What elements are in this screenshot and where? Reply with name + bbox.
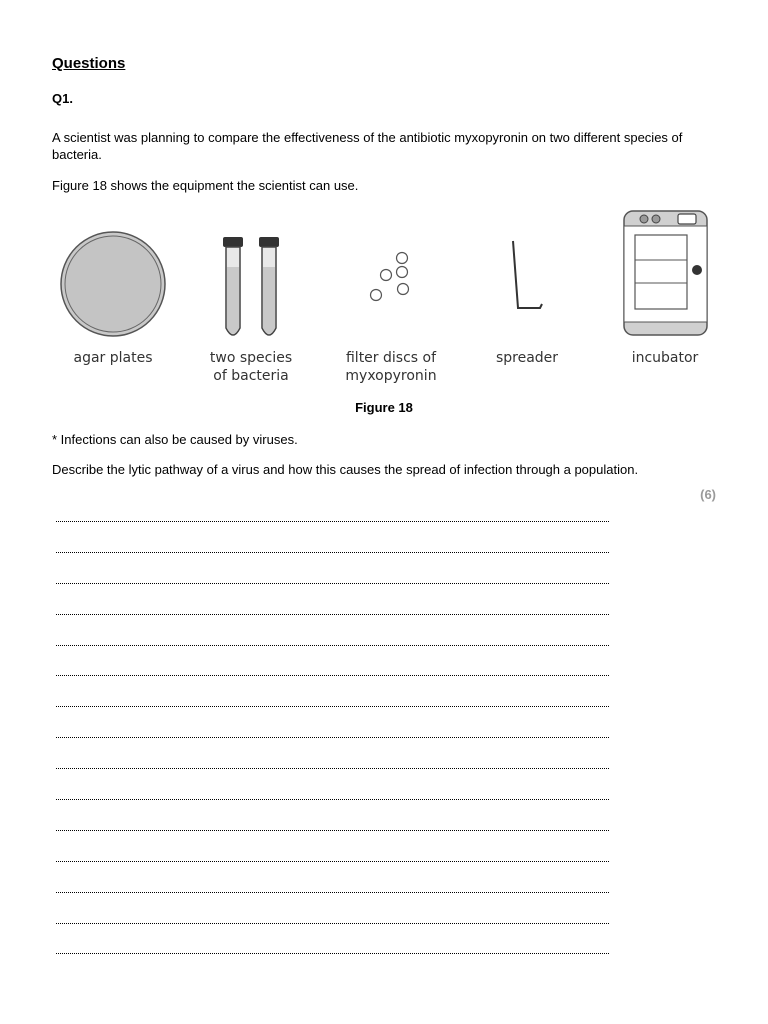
task-text: Describe the lytic pathway of a virus and how this causes the spread of infection through a population. [52, 462, 639, 477]
answer-line[interactable] [56, 831, 609, 862]
answer-line[interactable] [56, 707, 609, 738]
answer-line[interactable] [56, 584, 609, 615]
spreader-icon [513, 241, 542, 308]
answer-line[interactable] [56, 862, 609, 893]
figure-18-illustration [0, 200, 768, 350]
answer-line[interactable] [56, 646, 609, 677]
figure-label-filter-discs: filter discs of myxopyronin [345, 350, 437, 384]
answer-line[interactable] [56, 522, 609, 553]
incubator-icon [624, 211, 707, 335]
agar-plate-icon [61, 232, 165, 336]
answer-line[interactable] [56, 615, 609, 646]
question-intro: A scientist was planning to compare the effectiveness of the antibiotic myxopyronin on two different species of bacteria. [52, 130, 683, 162]
test-tube-icon [223, 237, 243, 335]
figure-label-spreader: spreader [495, 350, 559, 366]
answer-area[interactable] [56, 512, 609, 954]
answer-line[interactable] [56, 512, 609, 522]
answer-line[interactable] [56, 800, 609, 831]
test-tube-icon [259, 237, 279, 335]
answer-line[interactable] [56, 769, 609, 800]
figure-label-agar-plates: agar plates [73, 350, 153, 366]
answer-line[interactable] [56, 553, 609, 584]
answer-line[interactable] [56, 738, 609, 769]
page-title: Questions [52, 55, 126, 72]
answer-line[interactable] [56, 893, 609, 924]
question-number: Q1. [52, 91, 73, 106]
filter-discs-icon [371, 253, 409, 301]
answer-line[interactable] [56, 924, 609, 955]
figure-caption: Figure 18 [355, 400, 413, 415]
figure-reference-text: Figure 18 shows the equipment the scientist can use. [52, 178, 359, 193]
figure-label-bacteria: two species of bacteria [209, 350, 293, 384]
note-text: * Infections can also be caused by viruses. [52, 432, 298, 447]
answer-line[interactable] [56, 676, 609, 707]
figure-label-incubator: incubator [631, 350, 699, 366]
marks-label: (6) [700, 487, 716, 502]
